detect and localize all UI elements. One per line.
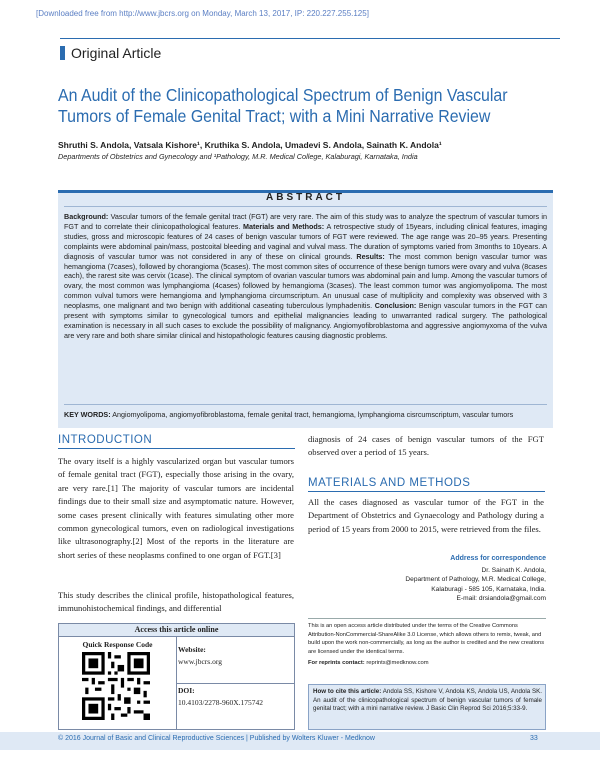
introduction-paragraph: This study describes the clinical profile, histopathological features, immunohistochemical findings, and differential (58, 590, 294, 614)
address-line: Dr. Sainath K. Andola, (481, 567, 546, 574)
page-number: 33 (530, 735, 538, 742)
methods-heading: MATERIALS AND METHODS (308, 477, 471, 489)
reprints-label: For reprints contact: (308, 660, 365, 666)
qr-label: Quick Response Code (82, 640, 153, 649)
reprints-email[interactable]: reprints@medknow.com (366, 660, 429, 666)
divider (176, 683, 295, 684)
conclusion-text: Benign vascular tumors in the FGT can present with symptoms similar to gynecological tumors and epithelial malignancies leading to unwarranted radical surgery. The pathological examination is necessary in all such cases to exclude the possibility of malignancy. Angiomyofibroblastoma and aggressive angiomyxoma of the vulva are very rare and both share similar clinical and histopathologic features causing diagnostic problems. (64, 301, 547, 340)
footer-copyright: © 2016 Journal of Basic and Clinical Reproductive Sciences | Published by Wolters Kluwer - Medknow (58, 735, 375, 742)
correspondence-address (300, 566, 546, 603)
methods-text: A retrospective study of 15years, including clinical features, imaging studies, gross and microscopic features of 24 cases of benign vascular tumors of FGT were reviewed. The age range was 20–95 years. Presenting complaints were abdominal pain/mass, postcoital bleeding and vaginal and vulval mass. The duration of symptoms varied from 3months to 10years. A diagnosis of vascular tumor was not considered in any of these on clinical grounds. (64, 221, 547, 261)
citation-text (313, 688, 542, 714)
email-link[interactable]: E-mail: drsiandola@gmail.com (456, 594, 546, 602)
website-label: Website: (178, 645, 206, 654)
divider (308, 491, 545, 492)
article-type: Original Article (71, 45, 162, 61)
header-rule (60, 38, 560, 39)
license-note: This is an open access article distributed under the terms of the Creative Commons Attribution-NonCommercial-ShareAlike 3.0 License, which allows others to remix, tweak, and build upon the work non-commercially, as long as the author is credited and the new creations are licensed under the identical terms. (308, 623, 545, 655)
background-text: Vascular tumors of the female genital tract (FGT) are very rare. The aim of this study was to analyze the spectrum of vascular tumors in FGT and to correlate their clinicopathological features. (64, 212, 548, 231)
methods-label: Materials and Methods: (243, 221, 325, 231)
citation-body: Andola SS, Kishore V, Andola KS, Andola US, Andola SK. An audit of the clinicopathological spectrum of benign vascular tumors of female genital tract; with a mini narrative review. J Basic Clin Reprod Sci 2016;5:33-9. (313, 688, 542, 713)
keywords-label: KEY WORDS: (64, 410, 111, 419)
divider (58, 448, 295, 449)
conclusion-label: Conclusion: (374, 301, 417, 311)
results-label: Results: (356, 251, 385, 261)
website-link[interactable]: www.jbcrs.org (178, 657, 222, 666)
qr-code-icon[interactable] (82, 652, 150, 720)
reprints-note (308, 660, 546, 666)
article-title: An Audit of the Clinicopathological Spectrum of Benign Vascular Tumors of Female Genital Tract; with a Mini Narrative Review (58, 85, 508, 126)
affiliations: Departments of Obstetrics and Gynecology and ¹Pathology, M.R. Medical College, Kalaburagi, Karnataka, India (58, 152, 418, 161)
background-label: Background: (64, 212, 109, 221)
abstract-heading: ABSTRACT (266, 192, 345, 203)
divider (64, 206, 547, 207)
access-heading: Access this article online (58, 623, 295, 637)
address-line: Department of Pathology, M.R. Medical College, (405, 576, 546, 584)
introduction-heading: INTRODUCTION (58, 434, 153, 446)
methods-paragraph: All the cases diagnosed as vascular tumor of the FGT in the Department of Obstetrics and Gynaecology and Pathology during a period of 15 years from 2000 to 2015, were retrieved from the files. (308, 497, 544, 534)
citation-label: How to cite this article: (313, 688, 382, 695)
abstract-body (64, 212, 547, 341)
introduction-paragraph-continued: diagnosis of 24 cases of benign vascular tumors of the FGT observed over a period of 15 years. (308, 434, 544, 458)
article-type-marker (60, 46, 65, 60)
download-note: [Downloaded free from http://www.jbcrs.org on Monday, March 13, 2017, IP: 220.227.255.125] (36, 9, 369, 18)
correspondence-title: Address for correspondence (450, 555, 546, 562)
keywords-text: Angiomyolipoma, angiomyofibroblastoma, female genital tract, hemangioma, lymphangioma cisrcumscriptum, vascular tumors (112, 410, 514, 419)
introduction-paragraph: The ovary itself is a highly vascularized organ but vascular tumors of female genital tract (FGT), especially those arising in the ovary, are very rare.[1] The majority of vascular tumors are incidental findings due to their small size and asymptomatic nature. However, some cases present clinically with features simulating other more common gynecological tumors, even on radiological investigations like ultrasonography.[2] Most of the reports in the literature are short series of these neoplasms confined to one organ of FGT.[3] (58, 456, 294, 560)
address-line: Kalaburagi - 585 105, Karnataka, India. (431, 585, 546, 593)
author-list: Shruthi S. Andola, Vatsala Kishore¹, Kruthika S. Andola, Umadevi S. Andola, Sainath K. Andola¹ (58, 140, 442, 150)
divider (308, 618, 546, 619)
doi-link[interactable]: 10.4103/2278-960X.175742 (178, 698, 263, 707)
keywords (64, 410, 547, 420)
doi-label: DOI: (178, 686, 195, 695)
results-text: The most common benign vascular tumor was hemangioma (7cases), followed by chorangioma (5cases). The most common sites of occurrence of these benign tumors were ovary and vulva (8cases each), the rarest site was cervix (1case). The clinical symptom of ovarian vascular tumors was abdominal pain and lump. Among the vascular tumors of ovary, the most common was lymphangioma (4cases) followed by hemangioma (3cases). The least common tumor was angiomyolipoma. The most common vulval tumors were hemangioma and lymphangioma circumscriptum. An unusual case of multiplicity and complexity was observed with 3 neoplasms, one malignant and two benign with additional caseating tuberculous lymphadenitis. (64, 251, 547, 311)
divider (64, 404, 547, 405)
